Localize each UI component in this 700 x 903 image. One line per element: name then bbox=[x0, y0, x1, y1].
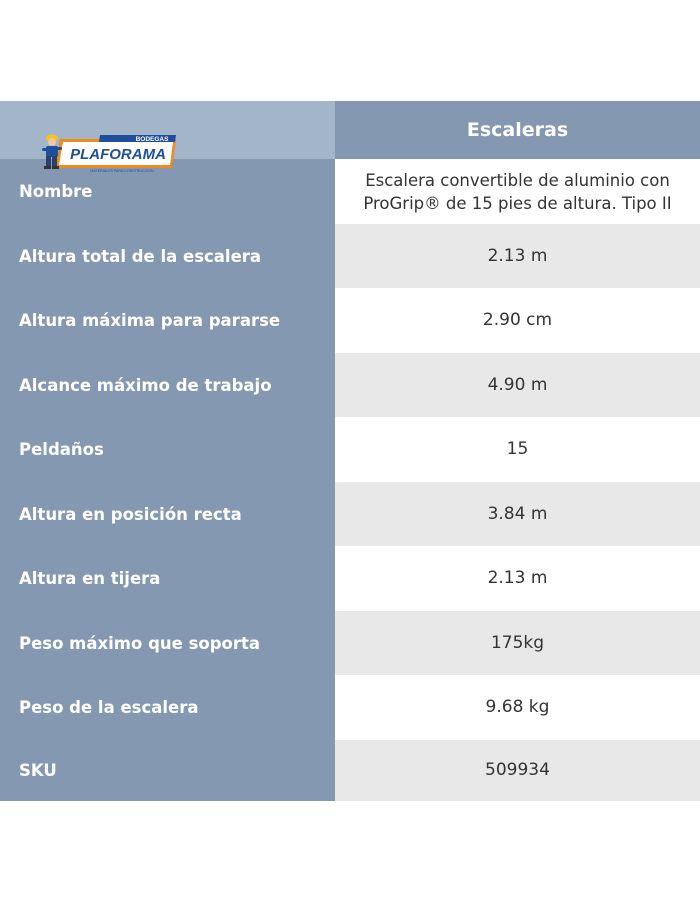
row-value-altura-recta: 3.84 m bbox=[335, 482, 700, 547]
logo-name: PLAFORAMA bbox=[70, 146, 166, 163]
plaforama-logo-graphic bbox=[40, 131, 180, 175]
row-value-sku: 509934 bbox=[335, 740, 700, 801]
row-value-altura-maxima: 2.90 cm bbox=[335, 288, 700, 353]
row-label-altura-recta: Altura en posición recta bbox=[19, 505, 242, 524]
row-value-alcance-maximo: 4.90 m bbox=[335, 353, 700, 418]
row-label-altura-maxima: Altura máxima para pararse bbox=[19, 311, 281, 330]
row-value-peldanos: 15 bbox=[335, 417, 700, 482]
logo-top-text: BODEGAS bbox=[135, 136, 169, 143]
row-label-peso-escalera: Peso de la escalera bbox=[19, 698, 199, 717]
table-row bbox=[0, 353, 700, 418]
row-value-altura-tijera: 2.13 m bbox=[335, 546, 700, 611]
table-header-title: Escaleras bbox=[335, 101, 700, 159]
row-value-nombre: Escalera convertible de aluminio con ProGrip® de 15 pies de altura. Tipo II bbox=[335, 159, 700, 224]
row-label-sku: SKU bbox=[19, 761, 57, 780]
table-row bbox=[0, 611, 700, 676]
row-label-altura-tijera: Altura en tijera bbox=[19, 569, 161, 588]
table-row bbox=[0, 675, 700, 740]
plaforama-logo bbox=[40, 131, 180, 175]
row-label-peso-maximo: Peso máximo que soporta bbox=[19, 634, 261, 653]
row-value-peso-maximo: 175kg bbox=[335, 611, 700, 676]
row-value-peso-escalera: 9.68 kg bbox=[335, 675, 700, 740]
row-value-altura-total: 2.13 m bbox=[335, 224, 700, 289]
row-label-altura-total: Altura total de la escalera bbox=[19, 247, 262, 266]
table-row bbox=[0, 482, 700, 547]
table-row bbox=[0, 546, 700, 611]
row-label-alcance-maximo: Alcance máximo de trabajo bbox=[19, 376, 272, 395]
row-label-peldanos: Peldaños bbox=[19, 440, 104, 459]
table-row bbox=[0, 740, 700, 801]
row-label-nombre: Nombre bbox=[19, 182, 93, 201]
table-row bbox=[0, 417, 700, 482]
logo-tagline: MATERIALES PARA CONSTRUCCION bbox=[90, 169, 154, 173]
table-row bbox=[0, 224, 700, 289]
table-row bbox=[0, 288, 700, 353]
spec-table bbox=[0, 101, 700, 801]
